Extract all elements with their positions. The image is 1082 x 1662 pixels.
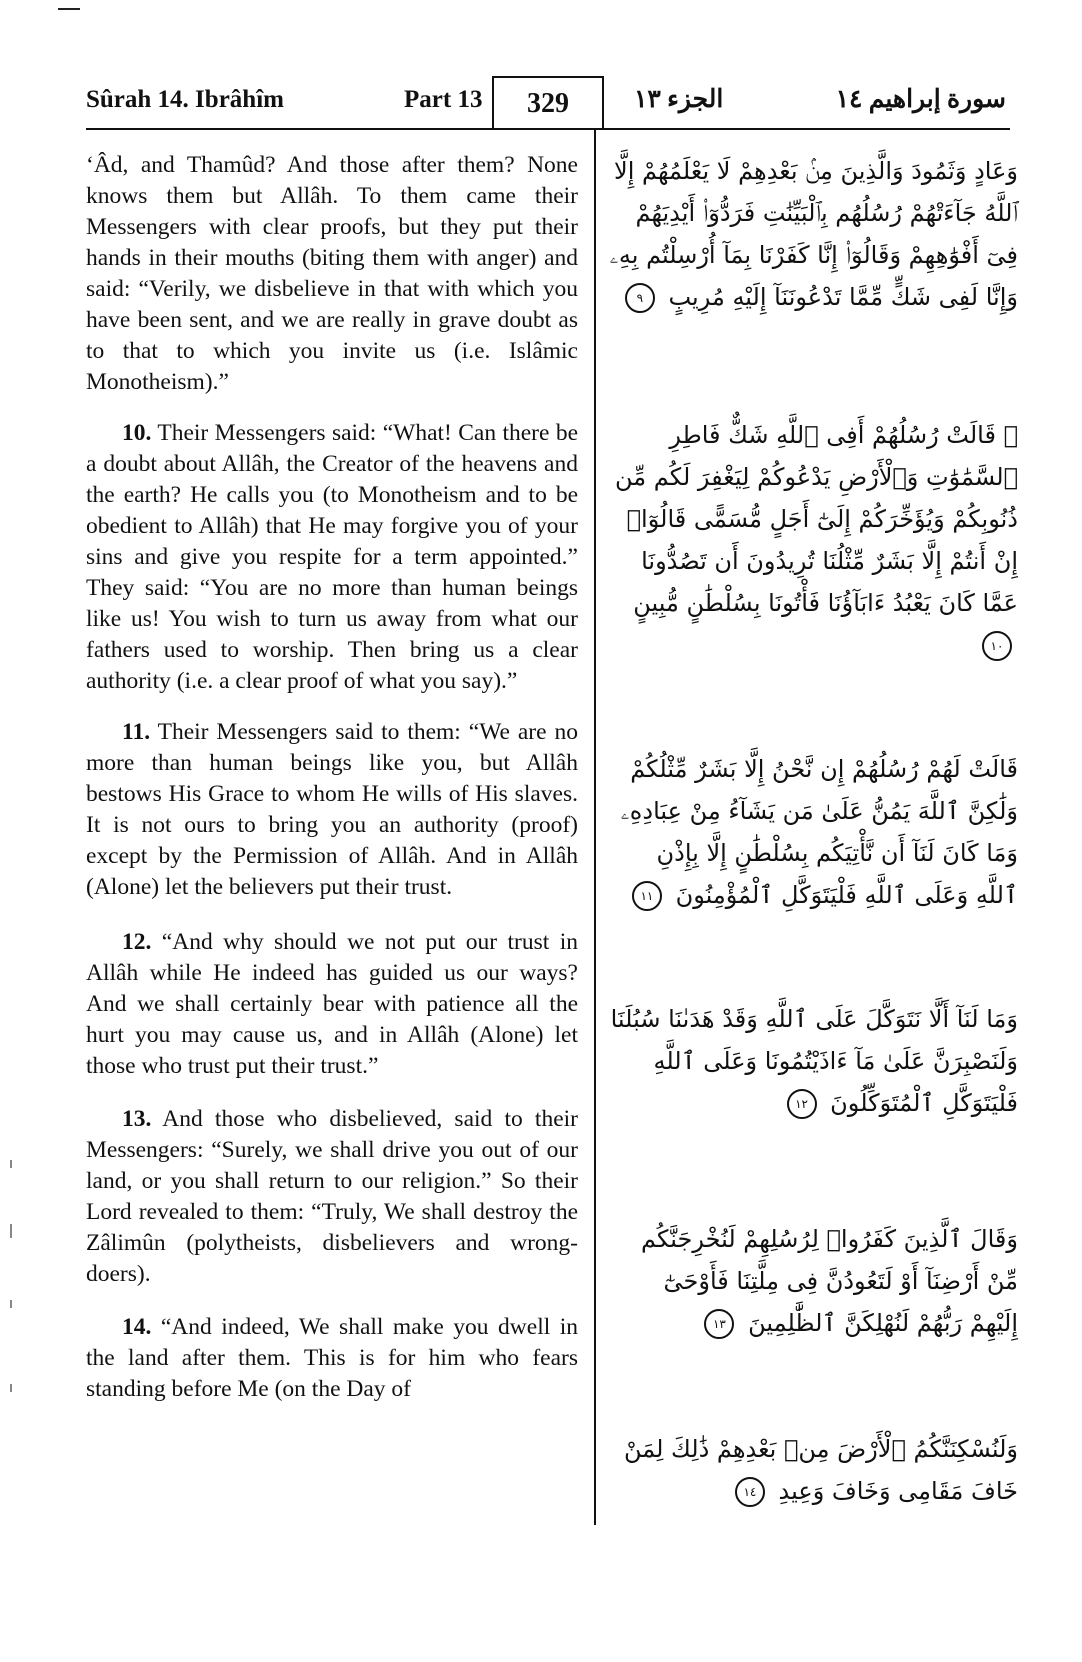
verse-number: 14. [122,1314,152,1340]
translation-paragraph: 12. “And why should we not put our trust in Allâh while He indeed has guided us our ways? And we shall certainly bear with patience all the hurt you may cause us, and in Allâh (Alone) let those who trust put their trust.” [86,929,579,1079]
arabic-verse: وَلَنُسْكِنَنَّكُمُ ٱلْأَرْضَ مِنۢ بَعْدِهِمْ ذَٰلِكَ لِمَنْ خَافَ مَقَامِى وَخَافَ وَعِيدِ ١٤ [623,1435,1018,1505]
verse-end-marker: ١٣ [704,1309,734,1339]
margin-tick [10,1300,12,1308]
arabic-verse: وَقَالَ ٱلَّذِينَ كَفَرُوا۟ لِرُسُلِهِمْ لَنُخْرِجَنَّكُم مِّنْ أَرْضِنَآ أَوْ لَتَعُودُنَّ فِى مِلَّتِنَا فَأَوْحَىٰٓ إِلَيْهِمْ رَبُّهُمْ لَنُهْلِكَنَّ ٱلظَّٰلِمِينَ ١٣ [641,1225,1018,1337]
translation-paragraph: ‘Âd, and Thamûd? And those after them? None knows them but Allâh. To them came their Messengers with clear proofs, but they put their hands in their mouths (biting them with anger) and said: “Verily, we disbelieve in that with which you have been sent, and we are really in grave doubt as to that to which you invite us (i.e. Islâmic Monotheism).” [86,152,578,395]
header-rule [86,128,1010,130]
arabic-text-column [608,150,1018,1512]
surah-title-en: Sûrah 14. Ibrâhîm [86,86,284,113]
verse-end-marker: ١٤ [735,1477,765,1507]
arabic-verse: ۞ قَالَتْ رُسُلُهُمْ أَفِى ٱللَّهِ شَكٌّ فَاطِرِ ٱلسَّمَٰوَٰتِ وَٱلْأَرْضِ يَدْعُوكُمْ لِيَغْفِرَ لَكُم مِّن ذُنُوبِكُمْ وَيُؤَخِّرَكُمْ إِلَىٰٓ أَجَلٍ مُّسَمًّى قَالُوٓا۟ إِنْ أَنتُمْ إِلَّا بَشَرٌ مِّثْلُنَا تُرِيدُونَ أَن تَصُدُّونَا عَمَّا كَانَ يَعْبُدُ ءَابَآؤُنَا فَأْتُونَا بِسُلْطَٰنٍ مُّبِينٍ ١٠ [608,414,1018,724]
verse-end-marker: ٩ [625,283,655,313]
column-divider [594,130,596,1525]
margin-tick [10,1224,12,1238]
verse-number: 13. [122,1106,152,1132]
verse-end-marker: ١١ [632,881,662,911]
verse-end-marker: ١٢ [787,1089,817,1119]
verse-end-marker: ١٠ [982,631,1012,661]
translation-paragraph: 14. “And indeed, We shall make you dwell in the land after them. This is for him who fears standing before Me (on the Day of [86,1314,579,1402]
translation-paragraph: 11. Their Messengers said to them: “We are no more than human beings like you, but Allâh bestows His Grace to whom He wills of His slaves. It is not ours to bring you an authority (proof) except by the Permission of Allâh. And in Allâh (Alone) let the believers put their trust. [86,719,578,900]
part-label-ar: الجزء ١٣ [634,86,724,113]
translation-paragraph: 13. And those who disbelieved, said to their Messengers: “Surely, we shall drive you out of our land, or you shall return to our religion.” So their Lord revealed to them: “Truly, We shall destroy the Zâlimûn (polytheists, disbelievers and wrong-doers). [86,1106,578,1287]
verse-number: 11. [122,719,151,745]
surah-title-ar: سورة إبراهيم ١٤ [835,86,1006,113]
verse-number: 10. [122,420,152,446]
page-header [86,82,1006,130]
arabic-verse: وَمَا لَنَآ أَلَّا نَتَوَكَّلَ عَلَى ٱللَّهِ وَقَدْ هَدَىٰنَا سُبُلَنَا وَلَنَصْبِرَنَّ عَلَىٰ مَآ ءَاذَيْتُمُونَا وَعَلَى ٱللَّهِ فَلْيَتَوَكَّلِ ٱلْمُتَوَكِّلُونَ ١٢ [610,1005,1018,1117]
verse-number: 12. [122,929,152,955]
arabic-verse: قَالَتْ لَهُمْ رُسُلُهُمْ إِن نَّحْنُ إِلَّا بَشَرٌ مِّثْلُكُمْ وَلَٰكِنَّ ٱللَّهَ يَمُنُّ عَلَىٰ مَن يَشَآءُ مِنْ عِبَادِهِۦ وَمَا كَانَ لَنَآ أَن نَّأْتِيَكُم بِسُلْطَٰنٍ إِلَّا بِإِذْنِ ٱللَّهِ وَعَلَى ٱللَّهِ فَلْيَتَوَكَّلِ ٱلْمُؤْمِنُونَ ١١ [620,755,1018,909]
part-label-en: Part 13 [404,86,483,113]
english-translation-column [86,150,578,1405]
margin-tick [10,1160,12,1168]
page-number: 329 [492,76,604,128]
arabic-verse: وَعَادٍ وَثَمُودَ وَالَّذِينَ مِنۢ بَعْدِهِمْ لَا يَعْلَمُهُمْ إِلَّا ٱللَّهُ جَآءَتْهُمْ رُسُلُهُم بِٱلْبَيِّنَٰتِ فَرَدُّوٓا۟ أَيْدِيَهُمْ فِىٓ أَفْوَٰهِهِمْ وَقَالُوٓا۟ إِنَّا كَفَرْنَا بِمَآ أُرْسِلْتُم بِهِۦ وَإِنَّا لَفِى شَكٍّ مِّمَّا تَدْعُونَنَآ إِلَيْهِ مُرِيبٍ ٩ [609,157,1018,311]
margin-tick [10,1384,12,1392]
scan-mark [58,8,80,10]
translation-paragraph: 10. Their Messengers said: “What! Can there be a doubt about Allâh, the Creator of the heavens and the earth? He calls you (to Monotheism and to be obedient to Allâh) that He may forgive you of your sins and give you respite for a term appointed.” They said: “You are no more than human beings like us! You wish to turn us away from what our fathers used to worship. Then bring us a clear authority (i.e. a clear proof of what you say).” [86,420,579,694]
